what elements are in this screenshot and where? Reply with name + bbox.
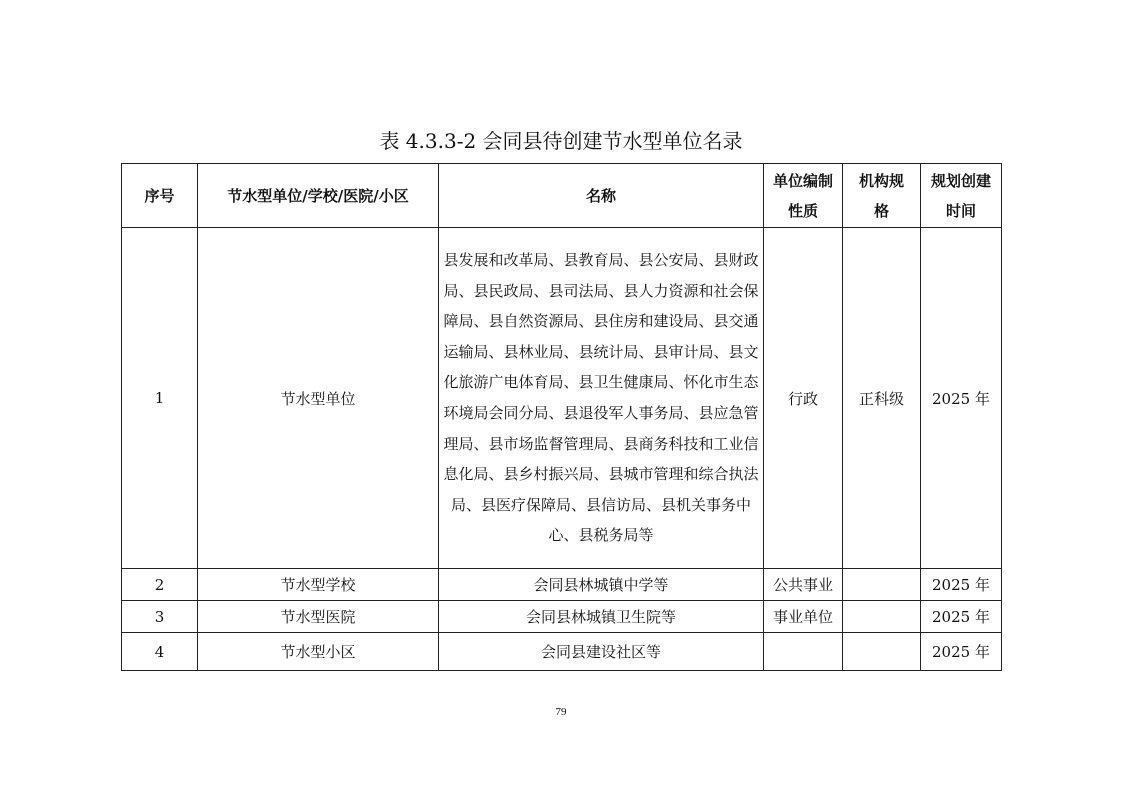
cell-nature: [764, 633, 843, 671]
cell-year: 2025 年: [921, 228, 1002, 569]
table-row: [122, 633, 1002, 671]
header-serial: [122, 164, 198, 228]
page-number: 79: [555, 706, 567, 718]
table-row: [122, 569, 1002, 601]
header-year-line2: 时间: [945, 201, 976, 220]
cell-nature: 行政: [764, 228, 843, 569]
header-level-line2: 格: [873, 201, 889, 220]
cell-unit-type: 节水型小区: [198, 633, 439, 671]
cell-year: 2025 年: [921, 633, 1002, 671]
cell-year: 2025 年: [921, 601, 1002, 633]
header-serial-text: 序号: [144, 187, 175, 205]
header-level: [843, 164, 921, 228]
cell-serial: 3: [122, 601, 198, 633]
cell-name: 会同县林城镇中学等: [439, 569, 764, 601]
header-nature-line1: 单位编制: [772, 171, 833, 190]
header-nature-line2: 性质: [787, 201, 818, 220]
table-header-row: [122, 164, 1002, 228]
cell-name: 会同县林城镇卫生院等: [439, 601, 764, 633]
table-row: [122, 601, 1002, 633]
cell-serial: 2: [122, 569, 198, 601]
header-name-text: 名称: [585, 187, 616, 205]
cell-level: [843, 601, 921, 633]
cell-level: [843, 569, 921, 601]
header-unit-type: [198, 164, 439, 228]
cell-nature: 事业单位: [764, 601, 843, 633]
table-row: [122, 228, 1002, 569]
cell-year: 2025 年: [921, 569, 1002, 601]
header-level-line1: 机构规: [858, 171, 904, 190]
cell-unit-type: 节水型学校: [198, 569, 439, 601]
header-unit-type-text: 节水型单位/学校/医院/小区: [227, 187, 409, 205]
header-year-line1: 规划创建: [930, 171, 991, 190]
water-saving-units-table: [121, 163, 1002, 671]
cell-name: 会同县建设社区等: [439, 633, 764, 671]
header-year: [921, 164, 1002, 228]
cell-serial: 1: [122, 228, 198, 569]
cell-nature: 公共事业: [764, 569, 843, 601]
table-title: 表 4.3.3-2 会同县待创建节水型单位名录: [379, 129, 743, 153]
cell-unit-type: 节水型医院: [198, 601, 439, 633]
header-name: [439, 164, 764, 228]
cell-name: 县发展和改革局、县教育局、县公安局、县财政局、县民政局、县司法局、县人力资源和社会保障局、县自然资源局、县住房和建设局、县交通运输局、县林业局、县统计局、县审计局、县文化旅游广电体育局、县卫生健康局、怀化市生态环境局会同分局、县退役军人事务局、县应急管理局、县市场监督管理局、县商务科技和工业信息化局、县乡村振兴局、县城市管理和综合执法局、县医疗保障局、县信访局、县机关事务中心、县税务局等: [439, 228, 764, 569]
cell-level: [843, 633, 921, 671]
cell-unit-type: 节水型单位: [198, 228, 439, 569]
header-nature: [764, 164, 843, 228]
cell-level: 正科级: [843, 228, 921, 569]
cell-serial: 4: [122, 633, 198, 671]
